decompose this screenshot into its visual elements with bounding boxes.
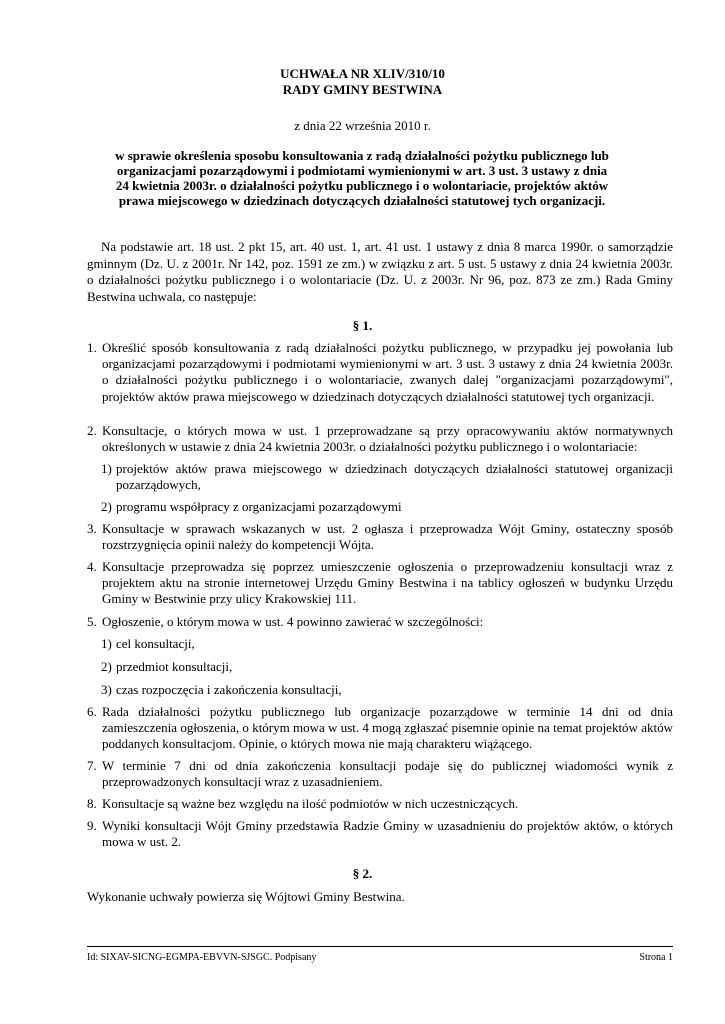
sub-item-text: programu współpracy z organizacjami pozarządowymi (116, 499, 402, 514)
item-number: 6. (87, 704, 97, 719)
section-1-heading: § 1. (352, 318, 373, 333)
item-text: Konsultacje przeprowadza się poprzez umieszczenie ogłoszenia o przeprowadzeniu konsultacji wraz z projektem aktu na stronie internetowej Urzędu Gminy Bestwina i na tablicy ogłoszeń w budynku Urzędu Gminy w Bestwinie przy ulicy Krakowskiej 111. (102, 559, 673, 607)
item-number: 2. (87, 423, 97, 438)
sub-list-item (101, 499, 673, 515)
item-text: Rada działalności pożytku publicznego lub organizacje pozarządowe w terminie 14 dni od dnia zamieszczenia ogłoszenia, o którym mowa w ust. 4 mogą zgłaszać pisemnie opinie na temat projektów aktów poddanych konsultacjom. Opinie, o których mowa nie mają charakteru wiążącego. (102, 704, 673, 752)
item-number: 1. (87, 340, 97, 355)
sub-item-text: przedmiot konsultacji, (116, 659, 233, 674)
list-item (87, 521, 673, 553)
item-text: W terminie 7 dni od dnia zakończenia konsultacji podaje się do publicznej wiadomości wynik z przeprowadzonych konsultacji wraz z uzasadnieniem. (102, 758, 673, 790)
sub-item-text: czas rozpoczęcia i zakończenia konsultacji, (116, 682, 342, 697)
list-item (87, 796, 673, 812)
list-item (87, 340, 673, 405)
list-item (87, 704, 673, 753)
sub-item-number: 1) (101, 461, 112, 476)
item-number: 3. (87, 521, 97, 536)
sub-list-item (101, 636, 673, 652)
resolution-subject: w sprawie określenia sposobu konsultowania z radą działalności pożytku publicznego lub organizacjami pozarządowymi i podmiotami wymienionymi w art. 3 ust. 3 ustawy z dnia 24 kwietnia 2003r. o działalności pożytku publicznego i o wolontariacie, projektów aktów prawa miejscowego w dziedzinach dotyczących działalności statutowej tych organizacji. (115, 148, 609, 208)
list-item (87, 818, 673, 850)
item-text: Ogłoszenie, o którym mowa w ust. 4 powinno zawierać w szczególności: (102, 614, 484, 629)
item-number: 7. (87, 758, 97, 773)
item-number: 4. (87, 559, 97, 574)
list-item (87, 423, 673, 455)
sub-item-number: 2) (101, 659, 112, 674)
legal-basis-paragraph: Na podstawie art. 18 ust. 2 pkt 15, art. 40 ust. 1, art. 41 ust. 1 ustawy z dnia 8 marca 1990r. o samorządzie gminnym (Dz. U. z 2001r. Nr 142, poz. 1591 ze zm.) w związku z art. 5 ust. 5 ustawy z dnia 24 kwietnia 2003r. o działalności pożytku publicznego i o wolontariacie (Dz. U. z 2003r. Nr 96, poz. 873 ze zm.) Rada Gminy Bestwina uchwala, co następuje: (87, 239, 673, 304)
list-item (87, 559, 673, 608)
sub-item-text: projektów aktów prawa miejscowego w dziedzinach dotyczących działalności statutowej organizacji pozarządowych, (116, 461, 673, 493)
item-text: Konsultacje są ważne bez względu na ilość podmiotów w nich uczestniczących. (102, 796, 519, 811)
item-number: 9. (87, 818, 97, 833)
council-name: RADY GMINY BESTWINA (282, 82, 443, 97)
footer-divider (87, 946, 673, 947)
item-text: Konsultacje w sprawach wskazanych w ust. 2 ogłasza i przeprowadza Wójt Gminy, ostateczny sposób rozstrzygnięcia opinii należy do kompetencji Wójta. (102, 521, 673, 553)
sub-item-number: 3) (101, 682, 112, 697)
document-id: Id: SIXAV-SICNG-EGMPA-EBVVN-SJSGC. Podpisany (87, 952, 317, 963)
resolution-date: z dnia 22 września 2010 r. (294, 118, 431, 133)
section-2-text: Wykonanie uchwały powierza się Wójtowi Gminy Bestwina. (87, 889, 405, 904)
item-number: 5. (87, 614, 97, 629)
page-number: Strona 1 (639, 952, 673, 963)
item-text: Określić sposób konsultowania z radą działalności pożytku publicznego, w przypadku jej powołania lub organizacjami pozarządowymi i podmiotami wymienionymi w art. 3 ust. 3 ustawy z dnia 24 kwietnia 2003r. o działalności pożytku publicznego i o wolontariacie, zwanych dalej "organizacjami pozarządowymi", projektów aktów prawa miejscowego w dziedzinach dotyczących działalności statutowej tych organizacji. (102, 340, 673, 404)
section-2-heading: § 2. (352, 866, 373, 881)
sub-item-text: cel konsultacji, (116, 636, 195, 651)
item-number: 8. (87, 796, 97, 811)
item-text: Konsultacje, o których mowa w ust. 1 przeprowadzane są przy opracowywaniu aktów normatywnych określonych w ustawie z dnia 24 kwietnia 2003r. o działalności pożytku publicznego i o wolontariacie: (102, 423, 673, 455)
list-item (87, 758, 673, 790)
sub-list-item (101, 659, 673, 675)
resolution-title: UCHWAŁA NR XLIV/310/10 (280, 66, 445, 81)
sub-list-item (101, 461, 673, 493)
item-text: Wyniki konsultacji Wójt Gminy przedstawia Radzie Gminy w uzasadnieniu do projektów aktów, o których mowa w ust. 2. (102, 818, 673, 850)
sub-item-number: 2) (101, 499, 112, 514)
sub-item-number: 1) (101, 636, 112, 651)
sub-list-item (101, 682, 673, 698)
list-item (87, 614, 673, 630)
